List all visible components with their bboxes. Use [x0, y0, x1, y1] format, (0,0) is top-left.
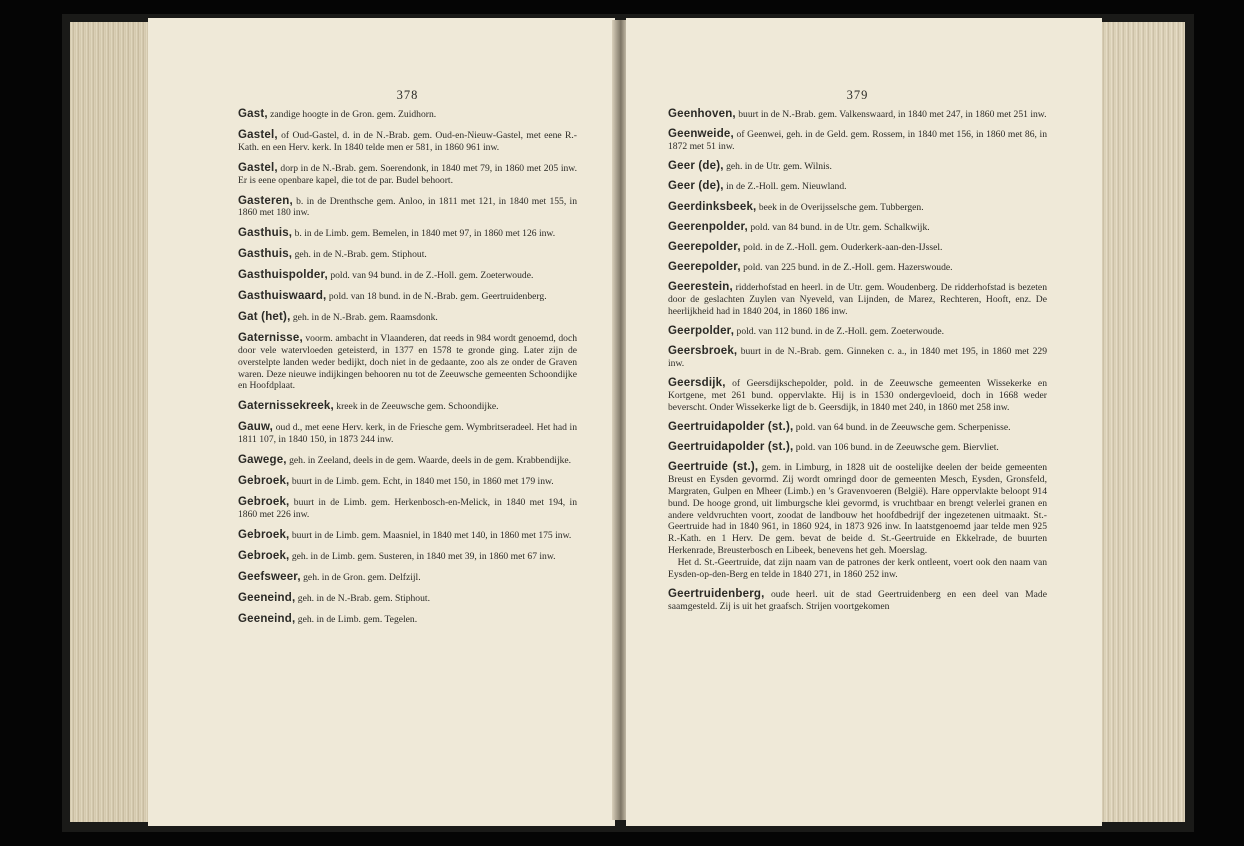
- entry-text: oud d., met eene Herv. kerk, in de Friesche gem. Wymbritseradeel. Het had in 1811 107, in 1840 150, in 1873 244 inw.: [238, 422, 577, 446]
- dictionary-entry: [238, 572, 577, 584]
- entry-headword: Gebroek,: [238, 496, 290, 509]
- dictionary-entry: [238, 130, 577, 154]
- entry-text: beek in de Overijsselsche gem. Tubbergen.: [756, 201, 924, 213]
- entry-headword: Geenhoven,: [668, 108, 736, 120]
- dictionary-entry: [238, 497, 577, 521]
- page-number-left: 378: [396, 88, 419, 102]
- entry-headword: Geersdijk,: [668, 377, 726, 390]
- dictionary-entry: [668, 181, 1047, 193]
- entry-headword: Geefsweer,: [238, 570, 301, 583]
- entry-text: of Geersdijkschepolder, pold. in de Zeeuwsche gemeenten Wissekerke en Kortgene, met 261 bund. oppervlakte. Hij is in 1530 ondergevloeid, doch in 1668 weder beverscht. Onder Wissekerke ligt de b. Geersdijk, in 1840 met 240, in 1860 met 258 inw.: [668, 378, 1047, 413]
- dictionary-entry: [238, 333, 577, 392]
- entry-text: of Geenwei, geh. in de Geld. gem. Rossem, in 1840 met 156, in 1860 met 86, in 1872 met 51 inw.: [668, 129, 1047, 152]
- entry-headword: Gauw,: [238, 421, 274, 434]
- entry-headword: Gaternisse,: [238, 332, 303, 345]
- dictionary-entry: [668, 442, 1047, 454]
- dictionary-entry: [668, 262, 1047, 274]
- entry-text: dorp in de N.-Brab. gem. Soerendonk, in 1840 met 79, in 1860 met 205 inw. Er is eene openbare kapel, die tot de par. Budel behoort.: [238, 162, 577, 186]
- entry-headword: Gasthuis,: [238, 227, 293, 240]
- entry-text: buurt in de N.-Brab. gem. Valkenswaard, in 1840 met 247, in 1860 met 251 inw.: [735, 109, 1047, 120]
- dictionary-entry: [238, 455, 577, 467]
- entry-headword: Geeneind,: [238, 612, 296, 625]
- entry-headword: Gasthuispolder,: [238, 269, 328, 282]
- dictionary-entry: [238, 109, 577, 121]
- left-entries: [238, 109, 577, 626]
- dictionary-entry: [238, 530, 577, 542]
- entry-text: pold. van 106 bund. in de Zeeuwsche gem. Biervliet.: [793, 442, 999, 454]
- entry-text: buurt in de Limb. gem. Maasniel, in 1840 met 140, in 1860 met 175 inw.: [289, 529, 572, 541]
- entry-text: geh. in de Limb. gem. Susteren, in 1840 met 39, in 1860 met 67 inw.: [289, 550, 556, 562]
- entry-headword: Geenweide,: [668, 128, 734, 141]
- entry-text: in de Z.-Holl. gem. Nieuwland.: [723, 181, 847, 193]
- dictionary-entry: [668, 589, 1047, 613]
- dictionary-entry: [668, 462, 1047, 580]
- dictionary-entry: [668, 378, 1047, 413]
- entry-text: kreek in de Zeeuwsche gem. Schoondijke.: [333, 401, 499, 413]
- entry-text-continued: Het d. St.-Geertruide, dat zijn naam van de patrones der kerk ontleent, voert ook den naam van Eysden-op-den-Berg en telde in 1840 271, in 1860 252 inw.: [668, 556, 1047, 580]
- entry-headword: Gebroek,: [238, 549, 290, 562]
- entry-text: b. in de Limb. gem. Bemelen, in 1840 met 97, in 1860 met 126 inw.: [292, 228, 556, 240]
- entry-headword: Geerestein,: [668, 281, 733, 294]
- dictionary-entry: [668, 129, 1047, 153]
- entry-text: geh. in de Utr. gem. Wilnis.: [723, 161, 832, 173]
- dictionary-entry: [238, 312, 577, 324]
- entry-text: geh. in de N.-Brab. gem. Raamsdonk.: [290, 312, 438, 324]
- entry-headword: Geerenpolder,: [668, 220, 748, 233]
- entry-text: pold. van 64 bund. in de Zeeuwsche gem. Scherpenisse.: [793, 422, 1011, 434]
- entry-text: oude heerl. uit de stad Geertruidenberg en een deel van Made saamgesteld. Zij is uit het graafsch. Strijen voortgekomen: [668, 588, 1047, 612]
- entry-text: of Oud-Gastel, d. in de N.-Brab. gem. Oud-en-Nieuw-Gastel, met eene R.-Kath. en een Herv. kerk. In 1840 telde men er 581, in 1860 961 inw.: [238, 129, 577, 153]
- dictionary-entry: [668, 242, 1047, 254]
- entry-text: geh. in de Limb. gem. Tegelen.: [295, 613, 418, 625]
- entry-text: buurt in de Limb. gem. Herkenbosch-en-Melick, in 1840 met 194, in 1860 met 226 inw.: [238, 497, 577, 520]
- dictionary-entry: [238, 291, 577, 303]
- entry-headword: Gastel,: [238, 128, 278, 141]
- entry-text: buurt in de N.-Brab. gem. Ginneken c. a., in 1840 met 195, in 1860 met 229 inw.: [668, 346, 1047, 370]
- entry-headword: Geertruidapolder (st.),: [668, 441, 794, 454]
- dictionary-entry: [238, 476, 577, 488]
- entry-text: ridderhofstad en heerl. in de Utr. gem. Woudenberg. De ridderhofstad is bezeten door de geslachten Zuylen van Nyeveld, van Lijnden, de Marez, Rechteren, Hooft, enz. De heerlijkheid had in 1840 204, in 1860 186 inw.: [668, 282, 1047, 317]
- entry-headword: Geeneind,: [238, 591, 296, 604]
- dictionary-entry: [668, 222, 1047, 234]
- dictionary-entry: [238, 614, 577, 626]
- entry-headword: Geersbroek,: [668, 345, 738, 358]
- page-number-right: 379: [846, 88, 869, 102]
- entry-headword: Geerepolder,: [668, 240, 741, 253]
- dictionary-entry: [668, 422, 1047, 434]
- entry-text: geh. in de Gron. gem. Delfzijl.: [300, 571, 421, 583]
- entry-text: geh. in de N.-Brab. gem. Stiphout.: [292, 249, 427, 261]
- entry-text: buurt in de Limb. gem. Echt, in 1840 met 150, in 1860 met 179 inw.: [289, 476, 554, 488]
- dictionary-entry: [668, 202, 1047, 214]
- right-entries: [668, 109, 1047, 612]
- dictionary-entry: [238, 270, 577, 282]
- right-page: [626, 18, 1102, 826]
- dictionary-entry: [238, 196, 577, 220]
- entry-headword: Geerdinksbeek,: [668, 200, 757, 213]
- dictionary-entry: [238, 401, 577, 413]
- dictionary-entry: [238, 163, 577, 187]
- entry-headword: Gaternissekreek,: [238, 400, 334, 413]
- entry-headword: Gastel,: [238, 161, 278, 174]
- entry-text: gem. in Limburg, in 1828 uit de oostelijke deelen der beide gemeenten Breust en Eysden gevormd. Zij wordt omringd door de gemeenten Mesch, Eysden, Gronsfeld, Margraten, Gulpen en Mheer (Limb.) en 's Gravenvoeren (België). Hare oppervlakte beloopt 914 bund. De hooge grond, uit limburgsche klei gevormd, is vruchtbaar en brengt velerlei granen en andere veldvruchten voort, zoodat de landbouw het hoofdbedrijf der ingezetenen uitmaakt. St.-Geertruide had in 1840 961, in 1860 924, in 1873 926 inw. In laatstgenoemd jaar telde men 925 R.-Kath. en 1 Herv. De gem. bevat de beide d. St.-Geertruide en Ekkelrade, de buurten Herkenrade, Breusterbosch en Libeek, benevens het geh. Moerslag.: [668, 462, 1047, 556]
- entry-headword: Gawege,: [238, 454, 287, 467]
- entry-headword: Gasthuis,: [238, 248, 293, 261]
- entry-text: voorm. ambacht in Vlaanderen, dat reeds in 984 wordt genoemd, doch door vele watervloeden geteisterd, in 1377 en 1578 te gronde ging. Later zijn de overstelpte landen weder bedijkt, doch niet in de gedaante, zoo als ze onder de Graven waren. Deze nieuwe indijkingen behooren nu tot de Zeeuwsche gemeenten Schoondijke en Hoofdplaat.: [238, 333, 577, 392]
- dictionary-entry: [668, 282, 1047, 317]
- entry-text: pold. in de Z.-Holl. gem. Ouderkerk-aan-den-IJssel.: [740, 241, 943, 253]
- entry-text: pold. van 112 bund. in de Z.-Holl. gem. Zoeterwoude.: [734, 326, 944, 338]
- entry-headword: Gebroek,: [238, 475, 290, 488]
- left-page: [148, 18, 615, 826]
- dictionary-entry: [238, 593, 577, 605]
- entry-text: pold. van 18 bund. in de N.-Brab. gem. Geertruidenberg.: [326, 291, 547, 303]
- entry-headword: Geer (de),: [668, 160, 724, 173]
- entry-headword: Geertruide (st.),: [668, 461, 759, 474]
- entry-headword: Gast,: [238, 108, 268, 120]
- entry-headword: Gasteren,: [238, 194, 293, 207]
- entry-text: geh. in de N.-Brab. gem. Stiphout.: [295, 592, 430, 604]
- dictionary-entry: [238, 249, 577, 261]
- entry-headword: Gebroek,: [238, 528, 290, 541]
- entry-text: b. in de Drenthsche gem. Anloo, in 1811 met 121, in 1840 met 155, in 1860 met 180 inw.: [238, 195, 577, 219]
- entry-headword: Geerepolder,: [668, 261, 741, 274]
- dictionary-entry: [668, 346, 1047, 370]
- entry-headword: Geerpolder,: [668, 325, 735, 338]
- dictionary-entry: [238, 551, 577, 563]
- dictionary-entry: [668, 109, 1047, 121]
- entry-headword: Gasthuiswaard,: [238, 290, 327, 303]
- entry-headword: Geertruidapolder (st.),: [668, 421, 794, 434]
- page-edges-right: [1100, 22, 1185, 822]
- entry-text: pold. van 84 bund. in de Utr. gem. Schalkwijk.: [747, 221, 930, 233]
- entry-text: geh. in Zeeland, deels in de gem. Waarde, deels in de gem. Krabbendijke.: [286, 455, 572, 467]
- entry-headword: Geertruidenberg,: [668, 587, 765, 600]
- entry-headword: Gat (het),: [238, 311, 291, 324]
- entry-text: zandige hoogte in de Gron. gem. Zuidhorn.: [267, 109, 437, 120]
- dictionary-entry: [238, 228, 577, 240]
- entry-text: pold. van 94 bund. in de Z.-Holl. gem. Zoeterwoude.: [327, 270, 534, 282]
- dictionary-entry: [668, 161, 1047, 173]
- entry-text: pold. van 225 bund. in de Z.-Holl. gem. Hazerswoude.: [740, 262, 953, 274]
- entry-headword: Geer (de),: [668, 180, 724, 193]
- page-edges-left: [70, 22, 150, 822]
- dictionary-entry: [238, 422, 577, 446]
- dictionary-entry: [668, 326, 1047, 338]
